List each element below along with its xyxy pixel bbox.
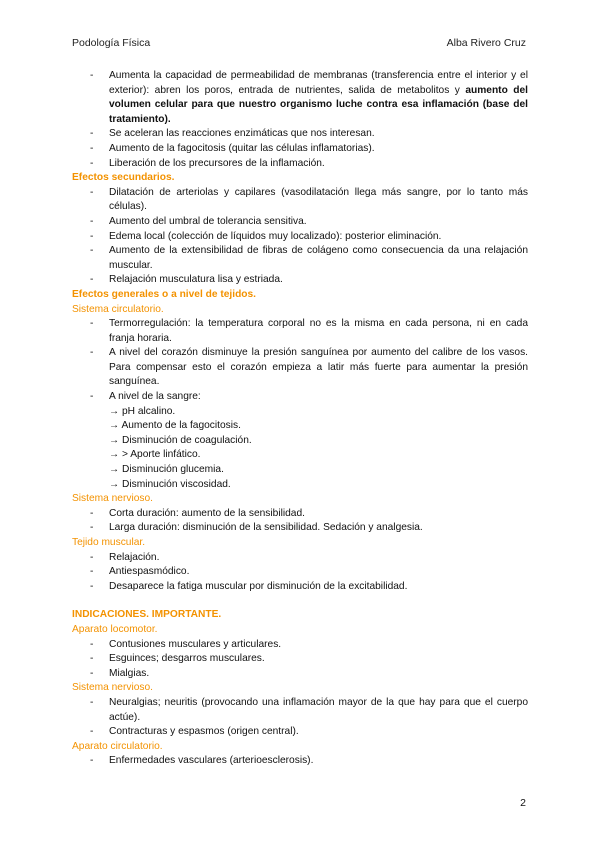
document-body bbox=[72, 69, 528, 769]
section-heading: Efectos secundarios. bbox=[72, 172, 175, 184]
item-text: Corta duración: aumento de la sensibilidad. bbox=[109, 507, 305, 519]
bullet-dash: - bbox=[90, 566, 94, 578]
bullet-dash: - bbox=[90, 274, 94, 286]
list-item bbox=[72, 127, 528, 142]
item-text: Contusiones musculares y articulares. bbox=[109, 638, 282, 650]
sub-item: → Aumento de la fagocitosis. bbox=[109, 420, 241, 432]
list-item bbox=[72, 69, 528, 127]
list-item bbox=[72, 565, 528, 580]
list-item bbox=[72, 507, 528, 522]
subsection-label: Sistema nervioso. bbox=[72, 682, 153, 694]
bullet-dash: - bbox=[90, 507, 94, 519]
item-text: Termorregulación: la temperatura corporal no es la misma en cada persona, ni en cada franja horaria. bbox=[109, 318, 528, 344]
bullet-dash: - bbox=[90, 653, 94, 665]
item-text: Desaparece la fatiga muscular por disminución de la excitabilidad. bbox=[109, 580, 408, 592]
item-text: Aumenta la capacidad de permeabilidad de membranas (transferencia entre el interior y el exterior): abren los poros, entrada de nutrientes, salida de metabolitos y bbox=[109, 70, 528, 96]
item-text: Mialgias. bbox=[109, 667, 150, 679]
subsection-label: Aparato locomotor. bbox=[72, 623, 158, 635]
item-text: Aumento de la fagocitosis (quitar las células inflamatorias). bbox=[109, 142, 375, 154]
bullet-dash: - bbox=[90, 726, 94, 738]
header-title: Podología Física bbox=[72, 37, 151, 49]
sub-item: → pH alcalino. bbox=[109, 405, 176, 417]
list-item bbox=[72, 580, 528, 595]
list-item bbox=[72, 230, 528, 245]
sub-item: → Disminución glucemia. bbox=[109, 464, 224, 476]
bullet-dash: - bbox=[90, 318, 94, 330]
bullet-dash: - bbox=[90, 142, 94, 154]
list-item bbox=[72, 142, 528, 157]
bullet-dash: - bbox=[90, 157, 94, 169]
bullet-dash: - bbox=[90, 638, 94, 650]
item-text: Dilatación de arteriolas y capilares (vasodilatación llega más sangre, por lo tanto más células). bbox=[109, 186, 528, 213]
bullet-dash: - bbox=[90, 696, 94, 708]
list-item bbox=[72, 725, 528, 740]
item-text: Aumento de la extensibilidad de fibras de colágeno como consecuencia da una relajación muscular. bbox=[109, 245, 528, 271]
section-heading: INDICACIONES. IMPORTANTE. bbox=[72, 609, 222, 621]
item-text: Edema local (colección de líquidos muy localizado): posterior eliminación. bbox=[109, 230, 442, 242]
list-item bbox=[72, 667, 528, 682]
subsection-label: Aparato circulatorio. bbox=[72, 740, 163, 752]
bullet-dash: - bbox=[90, 186, 94, 198]
subsection-label: Sistema nervioso. bbox=[72, 493, 153, 505]
list-item bbox=[72, 390, 528, 405]
item-text: Enfermedades vasculares (arterioesclerosis). bbox=[109, 755, 314, 767]
bullet-dash: - bbox=[90, 580, 94, 592]
sub-item: → > Aporte linfático. bbox=[109, 449, 201, 461]
list-item bbox=[72, 551, 528, 566]
list-item bbox=[72, 215, 528, 230]
header-author: Alba Rivero Cruz bbox=[446, 37, 526, 49]
bullet-dash: - bbox=[90, 667, 94, 679]
list-item bbox=[72, 638, 528, 653]
item-text: Aumento del umbral de tolerancia sensitiva. bbox=[109, 215, 307, 227]
list-item bbox=[72, 186, 528, 215]
bullet-dash: - bbox=[90, 70, 94, 81]
item-text: Neuralgias; neuritis (provocando una inflamación mayor de la que hay para que el cuerpo actúe). bbox=[109, 696, 528, 723]
bullet-dash: - bbox=[90, 522, 94, 534]
bullet-dash: - bbox=[90, 347, 94, 359]
list-item bbox=[72, 346, 528, 390]
item-text: Liberación de los precursores de la inflamación. bbox=[109, 157, 325, 169]
item-text: A nivel de la sangre: bbox=[109, 391, 201, 403]
list-item bbox=[72, 652, 528, 667]
bullet-dash: - bbox=[90, 391, 94, 403]
subsection-label: Tejido muscular. bbox=[72, 537, 146, 548]
item-text: A nivel del corazón disminuye la presión sanguínea por aumento del calibre de los vasos. Para compensar esto el corazón empieza a latir más fuerte para aumentar la presión sanguínea. bbox=[109, 347, 528, 388]
subsection-label: Sistema circulatorio. bbox=[72, 303, 164, 315]
list-item bbox=[72, 273, 528, 288]
item-text: Larga duración: disminución de la sensibilidad. Sedación y analgesia. bbox=[109, 522, 423, 534]
sub-item: → Disminución viscosidad. bbox=[109, 478, 231, 490]
spacer bbox=[72, 594, 528, 608]
bullet-dash: - bbox=[90, 755, 94, 767]
list-item bbox=[72, 754, 528, 769]
item-text: Contracturas y espasmos (origen central). bbox=[109, 726, 299, 738]
bullet-dash: - bbox=[90, 230, 94, 242]
bullet-dash: - bbox=[90, 245, 94, 257]
sub-item: → Disminución de coagulación. bbox=[109, 434, 252, 446]
list-item bbox=[72, 696, 528, 725]
item-text: Se aceleran las reacciones enzimáticas que nos interesan. bbox=[109, 128, 375, 140]
page-number: 2 bbox=[520, 797, 526, 809]
item-bold-text: aumento del volumen celular para que nuestro organismo luche contra esa inflamación (base del tratamiento). bbox=[109, 84, 528, 125]
bullet-dash: - bbox=[90, 551, 94, 563]
list-item bbox=[72, 244, 528, 273]
list-item bbox=[72, 521, 528, 536]
bullet-dash: - bbox=[90, 215, 94, 227]
section-heading: Efectos generales o a nivel de tejidos. bbox=[72, 288, 257, 300]
item-text: Relajación musculatura lisa y estriada. bbox=[109, 274, 283, 286]
list-item bbox=[72, 317, 528, 346]
bullet-dash: - bbox=[90, 128, 94, 140]
item-text: Antiespasmódico. bbox=[109, 566, 190, 578]
list-item bbox=[72, 157, 528, 172]
item-text: Esguinces; desgarros musculares. bbox=[109, 653, 265, 665]
item-text: Relajación. bbox=[109, 551, 160, 563]
